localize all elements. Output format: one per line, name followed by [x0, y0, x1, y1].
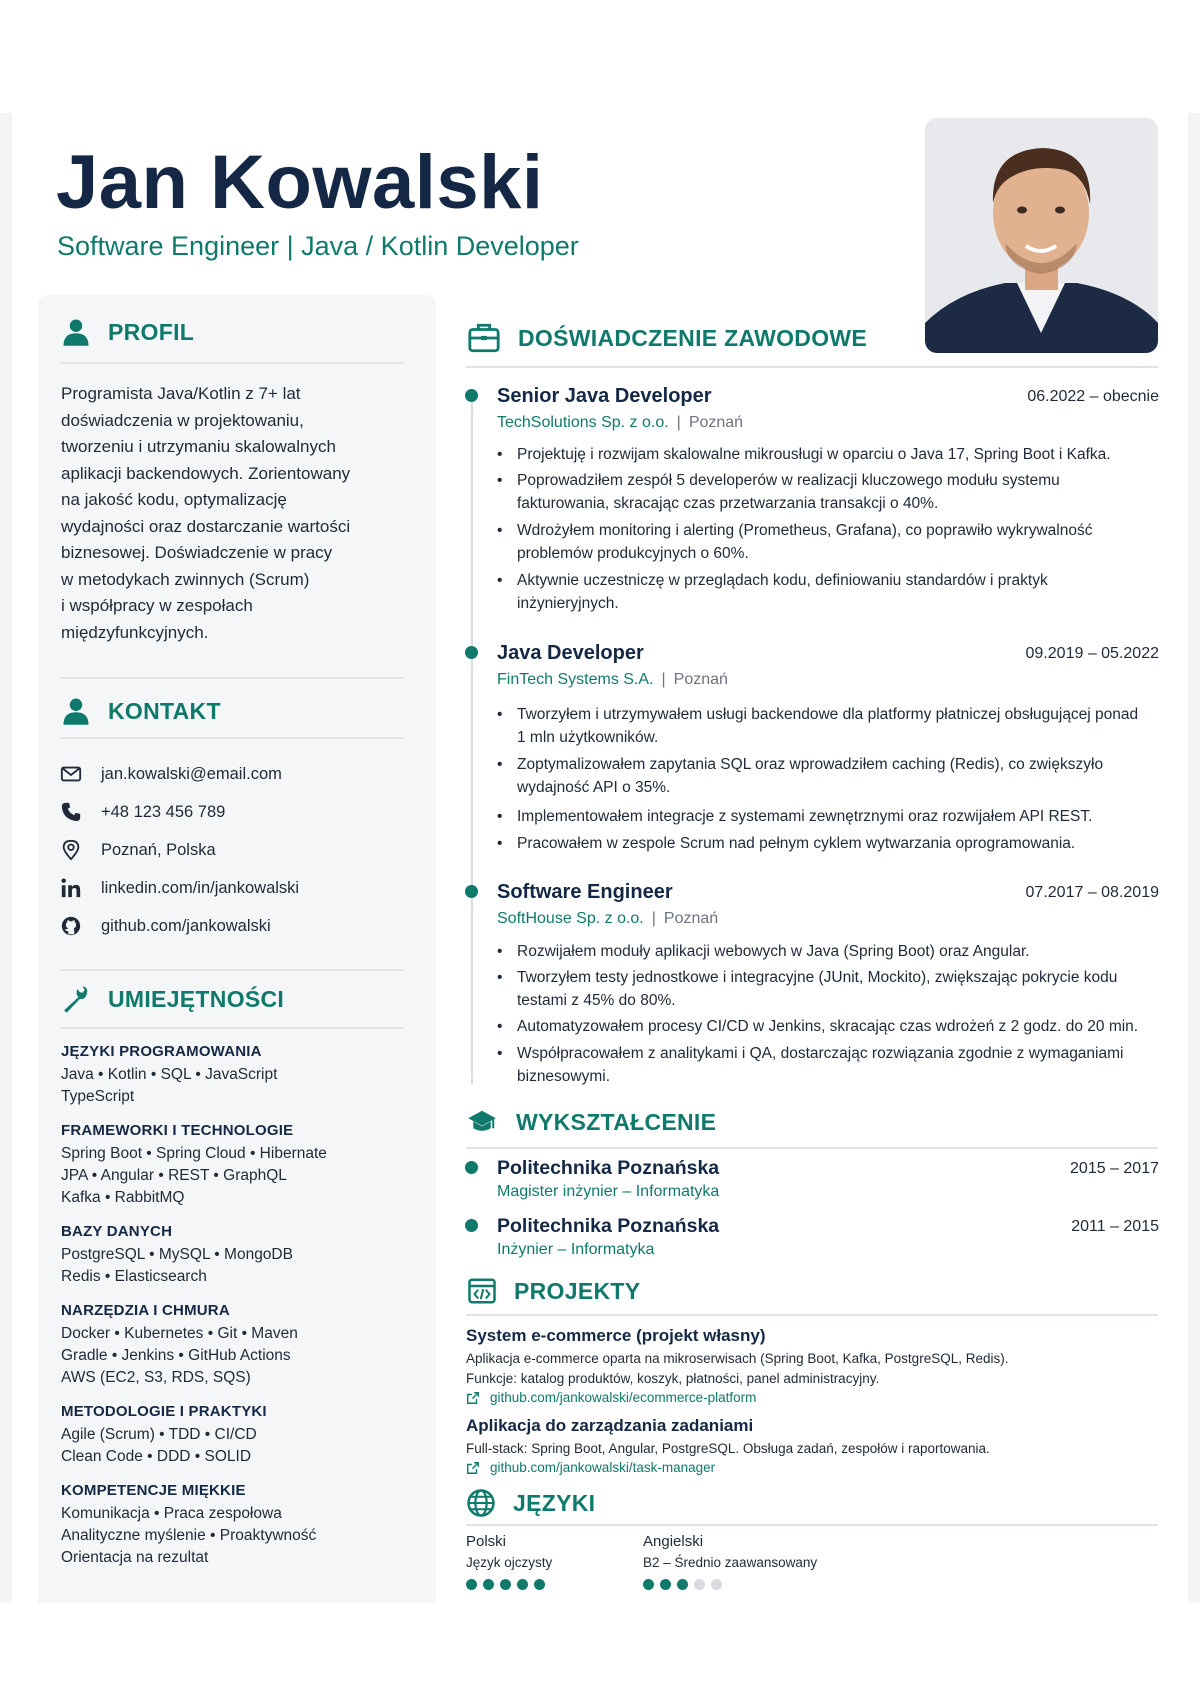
skills-list: [61, 1043, 401, 1583]
rating-dot-filled: [643, 1579, 654, 1590]
project-description: Full-stack: Spring Boot, Angular, PostgreSQL. Obsługa zadań, zespołów i raportowania.: [466, 1441, 990, 1456]
language-level: Język ojczysty: [466, 1555, 553, 1570]
contact-phone[interactable]: [58, 793, 299, 831]
skill-group-title: FRAMEWORKI I TECHNOLOGIE: [61, 1122, 294, 1139]
contact-email-text: jan.kowalski@email.com: [101, 764, 282, 783]
timeline-dot: [465, 389, 478, 402]
job-bullet: • Zoptymalizowałem zapytania SQL oraz wprowadziłem caching (Redis), co zwiększyło wydajność API o 35%.: [497, 753, 1139, 799]
divider: [60, 677, 404, 679]
contact-email[interactable]: [58, 755, 299, 793]
code-window-icon: [466, 1275, 498, 1307]
education-date: 2015 – 2017: [1070, 1160, 1159, 1177]
project-entry: [466, 1416, 1166, 1475]
skill-line: JPA • Angular • REST • GraphQL: [61, 1167, 287, 1184]
github-icon: [58, 913, 84, 939]
project-link[interactable]: [466, 1390, 1166, 1405]
education-entry: [497, 1157, 1159, 1201]
timeline-line: [471, 394, 473, 1084]
skill-line: PostgreSQL • MySQL • MongoDB: [61, 1246, 293, 1263]
education-entry: [497, 1215, 1159, 1259]
skill-line: Gradle • Jenkins • GitHub Actions: [61, 1347, 291, 1364]
job-bullet: • Implementowałem integracje z systemami zewnętrznymi oraz rozwijałem API REST.: [497, 805, 1139, 828]
candidate-subtitle: Software Engineer | Java / Kotlin Developer: [57, 231, 579, 261]
skill-group-title: BAZY DANYCH: [61, 1223, 173, 1240]
section-header-languages: [465, 1487, 595, 1519]
rating-dot-filled: [534, 1579, 545, 1590]
divider: [60, 362, 404, 364]
rating-dot-filled: [466, 1579, 477, 1590]
job-entry: [497, 881, 1159, 928]
project-title: Aplikacja do zarządzania zadaniami: [466, 1416, 754, 1435]
skill-line: Clean Code • DDD • SOLID: [61, 1448, 252, 1465]
job-date: 06.2022 – obecnie: [1027, 388, 1159, 405]
rating-dot-filled: [677, 1579, 688, 1590]
rating-dot-empty: [694, 1579, 705, 1590]
section-title-skills: UMIEJĘTNOŚCI: [108, 985, 285, 1012]
section-header-profile: [60, 316, 194, 348]
mail-icon: [58, 761, 84, 787]
contact-linkedin[interactable]: [58, 869, 299, 907]
job-bullet: • Tworzyłem i utrzymywałem usługi backendowe dla platformy płatniczej obsługującej ponad 1 mln użytkowników.: [497, 703, 1139, 749]
rating-dot-filled: [500, 1579, 511, 1590]
skill-group-title: METODOLOGIE I PRAKTYKI: [61, 1403, 267, 1420]
project-description: Aplikacja e-commerce oparta na mikroserwisach (Spring Boot, Kafka, PostgreSQL, Redis). Funkcje: katalog produktów, koszyk, płatności, panel administracyjny.: [466, 1351, 1009, 1386]
rating-dot-filled: [483, 1579, 494, 1590]
job-company: FinTech Systems S.A. | Poznań: [497, 671, 728, 688]
job-bullet: • Tworzyłem testy jednostkowe i integracyjne (JUnit, Mockito), zwiększając pokrycie kodu testami z 45% do 80%.: [497, 966, 1139, 1012]
section-header-projects: [466, 1275, 640, 1307]
job-bullet: • Projektuję i rozwijam skalowalne mikrousługi w oparciu o Java 17, Spring Boot i Kafka.: [497, 443, 1139, 466]
skill-line: Spring Boot • Spring Cloud • Hibernate: [61, 1145, 327, 1162]
contact-location-text: Poznań, Polska: [101, 840, 216, 859]
rating-dot-filled: [517, 1579, 528, 1590]
divider: [466, 1524, 1158, 1526]
skill-line: Kafka • RabbitMQ: [61, 1189, 185, 1206]
skill-group-title: JĘZYKI PROGRAMOWANIA: [61, 1043, 262, 1060]
skill-group-title: NARZĘDZIA I CHMURA: [61, 1302, 230, 1319]
section-title-languages: JĘZYKI: [513, 1489, 596, 1516]
skill-line: Agile (Scrum) • TDD • CI/CD: [61, 1426, 257, 1443]
project-link-text: github.com/jankowalski/task-manager: [490, 1460, 716, 1475]
language-rating: [643, 1579, 817, 1590]
rating-dot-filled: [660, 1579, 671, 1590]
project-title: System e-commerce (projekt własny): [466, 1326, 766, 1345]
language-name: Angielski: [643, 1533, 704, 1550]
skill-line: Komunikacja • Praca zespołowa: [61, 1505, 282, 1522]
contact-github[interactable]: [58, 907, 299, 945]
section-header-experience: [466, 320, 867, 356]
linkedin-icon: [58, 875, 84, 901]
skill-line: Analityczne myślenie • Proaktywność: [61, 1527, 317, 1544]
job-date: 09.2019 – 05.2022: [1025, 645, 1159, 662]
job-title: Software Engineer: [497, 881, 673, 903]
external-link-icon: [466, 1391, 480, 1405]
divider: [466, 366, 1158, 368]
project-link[interactable]: [466, 1460, 1166, 1475]
skill-group-title: KOMPETENCJE MIĘKKIE: [61, 1482, 246, 1499]
skill-line: Java • Kotlin • SQL • JavaScript: [61, 1066, 278, 1083]
globe-icon: [465, 1487, 497, 1519]
language-level: B2 – Średnio zaawansowany: [643, 1555, 818, 1570]
education-school: Politechnika Poznańska: [497, 1215, 720, 1237]
section-title-profile: PROFIL: [108, 318, 195, 345]
job-bullet: • Automatyzowałem procesy CI/CD w Jenkins, skracając czas wdrożeń z 2 godz. do 20 min.: [497, 1015, 1139, 1038]
job-bullet: • Wdrożyłem monitoring i alerting (Prometheus, Grafana), co poprawiło wykrywalność problemów produkcyjnych o 60%.: [497, 519, 1139, 565]
contact-phone-text: +48 123 456 789: [101, 802, 226, 821]
education-degree: Magister inżynier – Informatyka: [497, 1183, 720, 1200]
contact-linkedin-text: linkedin.com/in/jankowalski: [101, 878, 300, 897]
education-degree: Inżynier – Informatyka: [497, 1241, 655, 1258]
skill-line: Docker • Kubernetes • Git • Maven: [61, 1325, 298, 1342]
skill-group: [61, 1223, 401, 1288]
language-entry: [643, 1533, 817, 1590]
job-date: 07.2017 – 08.2019: [1025, 884, 1159, 901]
divider: [466, 1314, 1158, 1316]
skill-line: AWS (EC2, S3, RDS, SQS): [61, 1369, 251, 1386]
education-date: 2011 – 2015: [1071, 1218, 1159, 1235]
skill-line: TypeScript: [61, 1088, 135, 1105]
skill-group: [61, 1043, 401, 1108]
section-header-skills: [60, 983, 284, 1015]
contact-github-text: github.com/jankowalski: [101, 916, 271, 935]
section-title-education: WYKSZTAŁCENIE: [516, 1108, 717, 1135]
job-title: Java Developer: [497, 642, 644, 664]
person-icon: [60, 695, 92, 727]
divider: [60, 737, 404, 739]
profile-summary: Programista Java/Kotlin z 7+ lat doświadczenia w projektowaniu, tworzeniu i utrzymaniu skalowalnych aplikacji backendowych. Zorientowany na jakość kodu, optymalizację wydajności oraz dostarczanie wartości biznesowej. Doświadczenie w pracy w metodykach zwinnych (Scrum) i współpracy w zespołach międzyfunkcyjnych.: [61, 384, 351, 642]
job-bullet: • Pracowałem w zespole Scrum nad pełnym cyklem wytwarzania oprogramowania.: [497, 832, 1139, 855]
skill-group: [61, 1122, 401, 1209]
job-title: Senior Java Developer: [497, 385, 712, 407]
skill-group: [61, 1302, 401, 1389]
job-bullet: • Aktywnie uczestniczę w przeglądach kodu, definiowaniu standardów i praktyk inżynieryjnych.: [497, 569, 1139, 615]
profile-photo: [925, 118, 1158, 353]
skill-group: [61, 1482, 401, 1569]
skill-line: Redis • Elasticsearch: [61, 1268, 207, 1285]
education-school: Politechnika Poznańska: [497, 1157, 720, 1179]
divider: [466, 1147, 1158, 1149]
language-entry: [466, 1533, 552, 1590]
job-entry: [497, 642, 1159, 689]
timeline-dot: [465, 1219, 478, 1232]
section-title-experience: DOŚWIADCZENIE ZAWODOWE: [518, 324, 868, 351]
language-name: Polski: [466, 1533, 507, 1550]
graduation-cap-icon: [464, 1106, 500, 1138]
rating-dot-empty: [711, 1579, 722, 1590]
job-company: SoftHouse Sp. z o.o. | Poznań: [497, 910, 719, 927]
timeline-dot: [465, 1161, 478, 1174]
contact-list: [58, 755, 299, 945]
section-title-contact: KONTAKT: [108, 697, 221, 724]
external-link-icon: [466, 1461, 480, 1475]
divider: [60, 969, 404, 971]
timeline-dot: [465, 646, 478, 659]
contact-location: [58, 831, 299, 869]
project-entry: [466, 1326, 1166, 1405]
candidate-name: Jan Kowalski: [56, 140, 544, 225]
skill-group: [61, 1403, 401, 1468]
timeline-dot: [465, 885, 478, 898]
project-link-text: github.com/jankowalski/ecommerce-platform: [490, 1390, 757, 1405]
divider: [60, 1027, 404, 1029]
job-company: TechSolutions Sp. z o.o. | Poznań: [497, 414, 744, 431]
job-bullet: • Współpracowałem z analitykami i QA, dostarczając rozwiązania zgodnie z wymaganiami biznesowymi.: [497, 1042, 1139, 1088]
skill-line: Orientacja na rezultat: [61, 1549, 209, 1566]
wrench-icon: [60, 983, 92, 1015]
language-rating: [466, 1579, 552, 1590]
job-bullet: • Rozwijałem moduły aplikacji webowych w Java (Spring Boot) oraz Angular.: [497, 940, 1139, 963]
person-icon: [60, 316, 92, 348]
job-entry: [497, 385, 1159, 432]
section-header-contact: [60, 695, 221, 727]
location-pin-icon: [58, 837, 84, 863]
section-title-projects: PROJEKTY: [514, 1277, 641, 1304]
section-header-education: [464, 1106, 716, 1138]
briefcase-icon: [466, 320, 502, 356]
phone-icon: [58, 799, 84, 825]
job-bullet: • Poprowadziłem zespół 5 developerów w realizacji kluczowego modułu systemu fakturowania, skracając czas przetwarzania transakcji o 40%.: [497, 469, 1139, 515]
